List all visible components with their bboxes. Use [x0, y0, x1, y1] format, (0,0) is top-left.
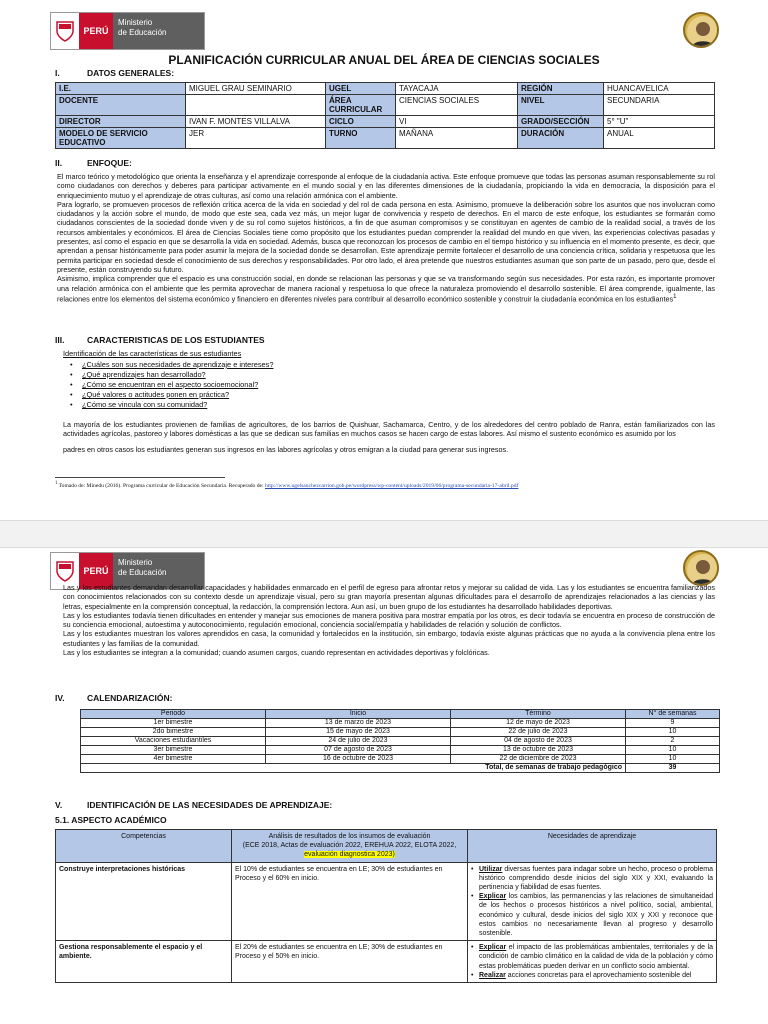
- ministerio-line2: de Educación: [118, 28, 167, 37]
- peru-shield-icon: [51, 13, 79, 49]
- list-item: [471, 892, 713, 938]
- verb: Realizar: [479, 971, 506, 979]
- list-item: [471, 865, 713, 893]
- section-2-title: ENFOQUE:: [87, 158, 132, 168]
- section-5-number: V.: [55, 800, 63, 810]
- enfoque-text: [57, 172, 715, 304]
- section-3-number: III.: [55, 335, 65, 345]
- cell-value: 5° "U": [604, 116, 715, 128]
- cell-label: NIVEL: [518, 95, 604, 116]
- column-header: N° de semanas: [626, 710, 720, 719]
- table-cell: 10: [626, 755, 720, 764]
- page2-paragraph-2: Las y los estudiantes todavía tienen dificultades en entender y manejar sus emociones de manera positiva para mostrar empatía por los otros, es decir todavía se encuentra en proceso de construcción de su conciencia emocional, autoestima y autoconocimiento, regulación emocional, conciencia social/empatía y habilidades de relación y solución de conflictos.: [63, 610, 715, 630]
- list-item: • ¿Cómo se vincula con su comunidad?: [68, 400, 273, 410]
- table-cell: 22 de julio de 2023: [451, 728, 626, 737]
- column-header-highlight: evaluación diagnostica 2023): [304, 851, 395, 859]
- column-header: Periodo: [81, 710, 266, 719]
- table-cell: 9: [626, 719, 720, 728]
- table-cell: 24 de julio de 2023: [266, 737, 451, 746]
- footnote-number: 1: [55, 481, 58, 486]
- cell-value: [186, 95, 326, 116]
- cell-label: REGIÓN: [518, 83, 604, 95]
- column-header: Inicio: [266, 710, 451, 719]
- cell-value: VI: [396, 116, 518, 128]
- table-row: [81, 737, 720, 746]
- cell-value: MAÑANA: [396, 128, 518, 149]
- list-item-text: el impacto de las problemáticas ambientales, territoriales y de la condición de cambio climático en la calidad de vida de la población y cómo estas problemáticas pueden derivar en un conflicto socio ambiental.: [479, 944, 713, 970]
- school-portrait-icon: [683, 550, 719, 586]
- list-item-text: diversas fuentes para indagar sobre un hecho, proceso o problema histórico comprendido desde inicios del siglo XIX y XXI, evaluando la pertinencia y fiabilidad de esas fuentes.: [479, 865, 713, 892]
- verb: Utilizar: [479, 865, 503, 873]
- analisis-cell: El 10% de estudiantes se encuentra en LE; 30% de estudiantes en Proceso y el 60% en inicio.: [232, 862, 468, 941]
- column-header: Necesidades de aprendizaje: [468, 830, 717, 863]
- ministerio-line1: Ministerio: [118, 558, 153, 567]
- table-cell: 12 de mayo de 2023: [451, 719, 626, 728]
- enfoque-paragraph-3: [57, 274, 715, 303]
- table-row: [81, 719, 720, 728]
- cell-label: GRADO/SECCIÓN: [518, 116, 604, 128]
- cell-label: DOCENTE: [56, 95, 186, 116]
- analisis-cell: El 20% de estudiantes se encuentra en LE; 30% de estudiantes en Proceso y el 50% en inicio.: [232, 941, 468, 983]
- list-item: [471, 971, 713, 980]
- cell-label: UGEL: [326, 83, 396, 95]
- calendar-table: [80, 709, 720, 773]
- table-row: [56, 862, 717, 941]
- caract-text: [63, 420, 715, 454]
- necesidades-cell: [468, 862, 717, 941]
- competencia-cell: Construye interpretaciones históricas: [56, 862, 232, 941]
- table-cell: 13 de marzo de 2023: [266, 719, 451, 728]
- section-4-number: IV.: [55, 693, 65, 703]
- column-header-line1: Análisis de resultados de los insumos de evaluación: [268, 833, 431, 840]
- caract-question-list: [68, 360, 273, 410]
- table-cell: 04 de agosto de 2023: [451, 737, 626, 746]
- footnote-link[interactable]: http://www.ugelsanchezcarrion.gob.pe/wordpress/wp-content/uploads/2019/06/programa-secundaria-17-abril.pdf: [264, 482, 519, 489]
- cell-value: TAYACAJA: [396, 83, 518, 95]
- page2-paragraph-4: Las y los estudiantes se integran a la comunidad; cuando asumen cargos, cuando representan en actividades deportivas y folclóricas.: [63, 648, 490, 658]
- table-total-row: [81, 764, 720, 773]
- table-cell: 13 de octubre de 2023: [451, 746, 626, 755]
- table-row: [81, 755, 720, 764]
- necesidades-cell: [468, 941, 717, 983]
- list-item-text: acciones concretas para el aprovechamiento sostenible del: [505, 971, 692, 979]
- section-2-number: II.: [55, 158, 63, 168]
- table-row: [81, 728, 720, 737]
- table-cell: 1er bimestre: [81, 719, 266, 728]
- cell-label: DIRECTOR: [56, 116, 186, 128]
- cell-value: IVAN F. MONTES VILLALVA: [186, 116, 326, 128]
- section-4-title: CALENDARIZACIÓN:: [87, 693, 173, 703]
- section-3-title: CARACTERISTICAS DE LOS ESTUDIANTES: [87, 335, 265, 345]
- cell-value: SECUNDARIA: [604, 95, 715, 116]
- list-item: • ¿Qué aprendizajes han desarrollado?: [68, 370, 273, 380]
- table-cell: Vacaciones estudiantiles: [81, 737, 266, 746]
- footnote-ref[interactable]: 1: [673, 293, 677, 300]
- table-cell: 2do bimestre: [81, 728, 266, 737]
- enfoque-paragraph-1: El marco teórico y metodológico que orienta la enseñanza y el aprendizaje corresponde al enfoque de la ciudadanía activa. Este enfoque promueve que todas las personas asuman responsablemente su rol como ciudadanos con derechos y deberes para participar activamente en el mundo social y en las diferentes dimensiones de la ciudadanía, propiciando la vida en democracia, la disposición para el enriquecimiento mutuo y el aprendizaje de otras culturas, así como una relación armónica con el ambiente.: [57, 172, 715, 200]
- table-header-row: [81, 710, 720, 719]
- total-label: Total, de semanas de trabajo pedagógico: [81, 764, 626, 773]
- footnote-text: Tomado de: Minedu (2016). Programa curricular de Educación Secundaria. Recuperado de:: [57, 482, 265, 489]
- section-1-title: DATOS GENERALES:: [87, 68, 175, 78]
- cell-value: MIGUEL GRAU SEMINARIO: [186, 83, 326, 95]
- table-cell: 10: [626, 746, 720, 755]
- table-row: [56, 941, 717, 983]
- cell-value: HUANCAVELICA: [604, 83, 715, 95]
- cell-label: TURNO: [326, 128, 396, 149]
- list-item: • ¿Cómo se encuentran en el aspecto socioemocional?: [68, 380, 273, 390]
- cell-label: CICLO: [326, 116, 396, 128]
- table-cell: 3er bimestre: [81, 746, 266, 755]
- competencia-cell: Gestiona responsablemente el espacio y el ambiente.: [56, 941, 232, 983]
- footnote-divider: [55, 477, 225, 478]
- caract-subtitle: Identificación de las características de sus estudiantes: [63, 349, 242, 358]
- cell-label: DURACIÓN: [518, 128, 604, 149]
- ministerio-label: [113, 13, 204, 49]
- column-header: Término: [451, 710, 626, 719]
- list-item: • ¿Cuáles son sus necesidades de aprendizaje e intereses?: [68, 360, 273, 370]
- verb: Explicar: [479, 893, 507, 901]
- section-5-title: IDENTIFICACIÓN DE LAS NECESIDADES DE APRENDIZAJE:: [87, 800, 333, 810]
- table-cell: 16 de octubre de 2023: [266, 755, 451, 764]
- necesidades-list: [471, 865, 713, 939]
- table-cell: 2: [626, 737, 720, 746]
- enfoque-paragraph-2: Para lograrlo, se promueven procesos de reflexión crítica acerca de la vida en sociedad y del rol de cada persona en esta. Asimismo, promueve la deliberación sobre los asuntos que nos involucran como ciudadanos y la acción sobre el mundo, de modo que este sea, cada vez más, un mejor lugar de convivencia y respeto de derechos. En el marco de este enfoque, los estudiantes se formarán como ciudadanos conscientes de la sociedad donde viven y de su rol como sujetos históricos, a fin de que asuman compromisos y se constituyan en agentes de cambio de la realidad social, a través de los recursos ambientales y económicos. El área de Ciencias Sociales tiene como propósito que los estudiantes puedan comprender la realidad del mundo en que viven, las experiencias colectivas pasadas y presentes, así como el espacio en que se desarrolla la vida en sociedad. Además, busca que reconozcan los procesos de cambio en el tiempo histórico y su influencia en el momento presente, es decir, que aprendan a pensar históricamente para poder asumir la mejora de la sociedad donde se desarrollan. Este aprendizaje permite fortalecer el desarrollo de una conciencia crítica, solidaria y respetuosa que les permita participar en sociedad desde el conocimiento de sus derechos y responsabilidades. Por otro lado, el área pretende que nuestros estudiantes asuman que son parte de un pasado, pero que, desde el presente, están construyendo su futuro.: [57, 199, 715, 274]
- table-row: [56, 116, 715, 128]
- datos-generales-table: [55, 82, 715, 149]
- list-item: • ¿Qué valores o actitudes ponen en práctica?: [68, 390, 273, 400]
- table-row: [56, 128, 715, 149]
- table-cell: 07 de agosto de 2023: [266, 746, 451, 755]
- list-item: [471, 943, 713, 971]
- column-header: Competencias: [56, 830, 232, 863]
- footnote: [55, 481, 518, 489]
- column-header: [232, 830, 468, 863]
- necesidades-list: [471, 943, 713, 980]
- cell-value: CIENCIAS SOCIALES: [396, 95, 518, 116]
- document-title: PLANIFICACIÓN CURRICULAR ANUAL DEL ÁREA DE CIENCIAS SOCIALES: [168, 53, 600, 67]
- minedu-logo: [50, 12, 205, 50]
- page2-text: [63, 583, 715, 657]
- caract-paragraph-2: padres en otros casos los estudiantes generan sus ingresos en las labores agrícolas y otros emigran a la ciudad para generar sus ingresos.: [63, 444, 509, 454]
- list-item-text: los cambios, las permanencias y las relaciones de simultaneidad de los hechos o procesos históricos a nivel político, social, ambiental, económico y cultural, desde inicios del siglo XIX y XXI y reconoce que estos cambios no necesariamente llevan al progreso y desarrollo sostenible.: [479, 893, 713, 938]
- ministerio-line1: Ministerio: [118, 18, 153, 27]
- table-row: [81, 746, 720, 755]
- table-cell: 4er bimestre: [81, 755, 266, 764]
- section-5-1-title: 5.1. ASPECTO ACADÉMICO: [55, 815, 167, 825]
- peru-label: PERÚ: [79, 13, 113, 49]
- table-header-row: [56, 830, 717, 863]
- total-value: 39: [626, 764, 720, 773]
- cell-label: MODELO DE SERVICIO EDUCATIVO: [56, 128, 186, 149]
- table-row: [56, 83, 715, 95]
- section-1-number: I.: [55, 68, 60, 78]
- cell-value: JER: [186, 128, 326, 149]
- table-cell: 15 de mayo de 2023: [266, 728, 451, 737]
- peru-label: PERÚ: [79, 553, 113, 589]
- verb: Explicar: [479, 944, 507, 952]
- cell-label: ÁREA CURRICULAR: [326, 95, 396, 116]
- cell-value: ANUAL: [604, 128, 715, 149]
- ministerio-line2: de Educación: [118, 568, 167, 577]
- page2-paragraph-3: Las y los estudiantes muestran los valores aprendidos en casa, la comunidad y fortalecidos en la institución, sin embargo, todavía existe algunas prácticas que no ayuda a la convivencia plena entre los estudiantes y las familias de la comunidad.: [63, 629, 715, 648]
- cell-label: I.E.: [56, 83, 186, 95]
- table-cell: 10: [626, 728, 720, 737]
- caract-paragraph-1: La mayoría de los estudiantes provienen de familias de agricultores, de los barrios de Quishuar, Sachamarca, Centro, y de los alrededores del centro poblado de Ranra, están familiarizados con las actividades agrícolas, pastoreo y labores domésticas a las que se dedican sus familias en muchos casos se hacen cargo de estas labores. Así mismo el sustento económico es asumido por los: [63, 420, 715, 439]
- enfoque-paragraph-3-text: Asimismo, implica comprender que el espacio es una construcción social, en donde se relacionan las personas y que se va transformando según sus necesidades. Por esta razón, es importante promover una relación armónica con el ambiente que les permita aprovechar de manera racional y respetuosa lo que ofrece la naturaleza promoviendo el desarrollo sostenible. El área comprende, igualmente, las relaciones entre los elementos del sistema económico y financiero en diferentes niveles para contribuir al desarrollo económico sostenible y construir la ciudadanía económica en los estudiantes: [57, 274, 715, 304]
- column-header-line2: (ECE 2018, Actas de evaluación 2022, EREHUA 2022, ELOTA 2022,: [242, 842, 457, 850]
- academic-needs-table: [55, 829, 717, 983]
- page2-paragraph-1: Las y los estudiantes demandan desarrollar capacidades y habilidades enmarcado en el perfil de egreso para afrontar retos y mejorar su calidad de vida. Las y los estudiantes se encuentra familiarizados con conocimientos relacionados con su contexto desde un aprendizaje visual, pero su gran mayoría presentan algunas dificultades para el desarrollo de aprendizajes relacionados a las ciencias y las letras, especialmente en la comprensión conceptual, la redacción, la comprensión lectora. Aun así, un buen grupo de los estudiantes ha desarrollado habilidades deportivas.: [63, 583, 715, 611]
- table-row: [56, 95, 715, 116]
- table-cell: 22 de diciembre de 2023: [451, 755, 626, 764]
- page-gap: [0, 520, 768, 548]
- school-portrait-icon: [683, 12, 719, 48]
